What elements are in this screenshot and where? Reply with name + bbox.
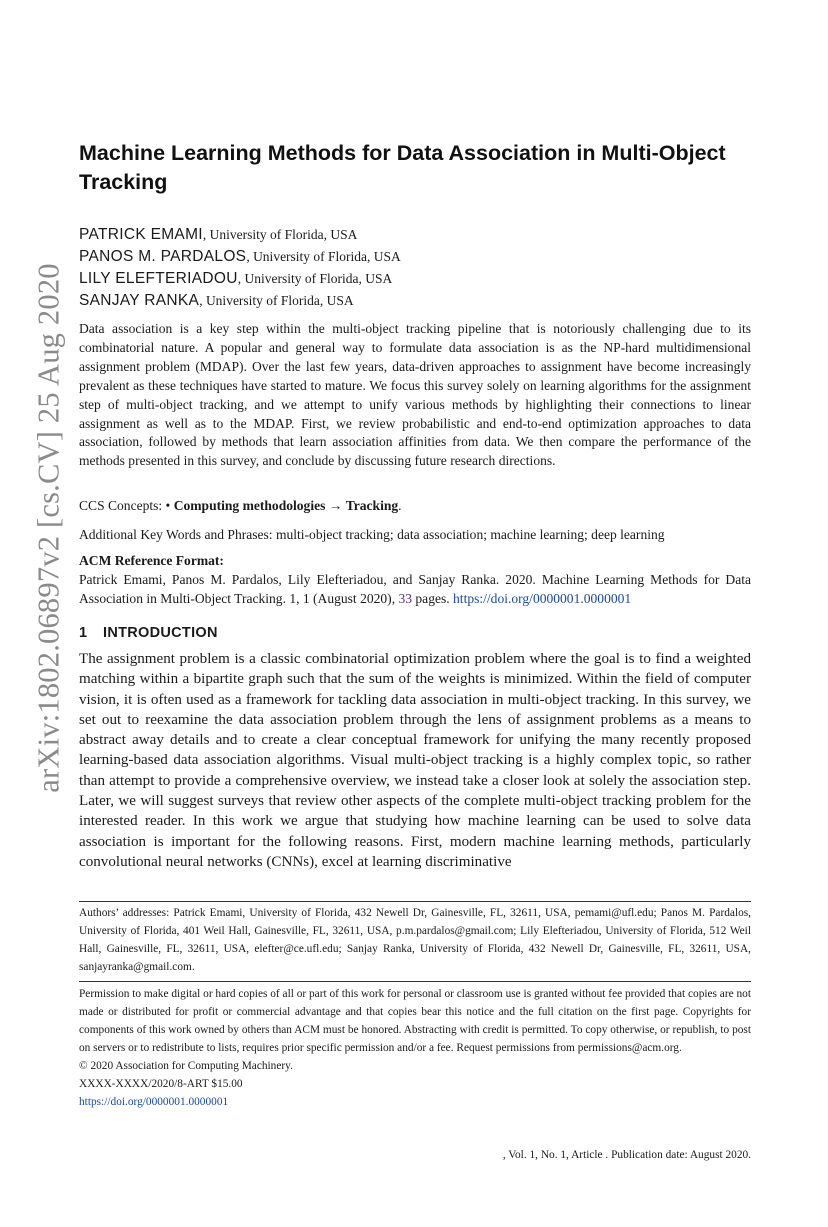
page-footer: , Vol. 1, No. 1, Article . Publication date: August 2020. [502, 1149, 751, 1161]
ccs-end: . [398, 498, 402, 513]
author-entry [79, 247, 751, 269]
ccs-concepts [79, 497, 402, 515]
author-name: PANOS M. PARDALOS [79, 248, 247, 265]
author-name: LILY ELEFTERIADOU [79, 270, 238, 287]
keywords: Additional Key Words and Phrases: multi-object tracking; data association; machine learning; deep learning [79, 527, 665, 542]
section-heading [79, 624, 218, 642]
footer-doi-link[interactable]: https://doi.org/0000001.0000001 [79, 1096, 229, 1108]
introduction-paragraph: The assignment problem is a classic combinatorial optimization problem where the goal is to find a weighted matching within a bipartite graph such that the sum of the weights is minimized. Within the field of computer vision, it is often used as a framework for tackling data association in multi-object tracking. In this survey, we set out to reexamine the data association problem through the lens of assignment problems as a means to abstract away details and to create a clear conceptual framework for unifying the many recently proposed learning-based data association algorithms. Visual multi-object tracking is a highly complex topic, so rather than attempt to provide a comprehensive overview, we instead take a closer look at solely the association step. Later, we will suggest surveys that review other aspects of the complete multi-object tracking problem for the interested reader. In this work we argue that studying how machine learning can be used to solve data association is important for the following reasons. First, modern machine learning methods, particularly convolutional neural networks (CNNs), excel at learning discriminative [79, 651, 751, 870]
author-list [79, 225, 751, 313]
section-number: 1 [79, 625, 88, 641]
ccs-concept: Computing methodologies [173, 498, 326, 513]
authors-addresses: Authors’ addresses: Patrick Emami, University of Florida, 432 Newell Dr, Gainesville, FL, 32611, USA, pemami@ufl.edu; Panos M. Pardalos, University of Florida, 401 Weil Hall, Gainesville, FL, 32611, USA, p.m.pardalos@gmail.com; Lily Elefteriadou, University of Florida, 512 Weil Hall, Gainesville, FL, 32611, USA, elefter@ce.ufl.edu; Sanjay Ranka, University of Florida, 432 Newell Dr, Gainesville, FL, 32611, USA, sanjayranka@gmail.com. [79, 907, 751, 973]
author-entry [79, 225, 751, 247]
ccs-sub-concept: Tracking [345, 498, 399, 513]
issn-line: XXXX-XXXX/2020/8-ART $15.00 [79, 1078, 243, 1090]
author-affiliation: , University of Florida, USA [199, 293, 354, 308]
doi-link[interactable]: https://doi.org/0000001.0000001 [453, 591, 632, 606]
page-count-link[interactable]: 33 [398, 591, 413, 606]
paper-title: Machine Learning Methods for Data Association in Multi-Object Tracking [79, 141, 726, 194]
ccs-label: CCS Concepts: • [79, 498, 174, 513]
acm-reference [79, 570, 751, 608]
author-name: PATRICK EMAMI [79, 226, 203, 243]
author-entry [79, 269, 751, 291]
arxiv-identifier: arXiv:1802.06897v2 [cs.CV] 25 Aug 2020 [31, 263, 66, 793]
abstract: Data association is a key step within the multi-object tracking pipeline that is notoriously challenging due to its combinatorial nature. A popular and general way to formulate data association is as the NP-hard multidimensional assignment problem (MDAP). Over the last few years, data-driven approaches to assignment have become increasingly prevalent as these techniques have started to mature. We focus this survey solely on learning algorithms for the assignment step of multi-object tracking, and we attempt to unify various methods by highlighting their connections to linear assignment as well as to the MDAP. First, we review probabilistic and end-to-end optimization approaches to data association, followed by methods that learn association affinities from data. We then compare the performance of the methods presented in this survey, and conclude by discussing future research directions. [79, 321, 751, 469]
ccs-arrow: → [325, 498, 346, 513]
footnote-divider [79, 901, 751, 902]
author-affiliation: , University of Florida, USA [246, 249, 401, 264]
permission-notice: Permission to make digital or hard copies of all or part of this work for personal or classroom use is granted without fee provided that copies are not made or distributed for profit or commercial advantage and that copies bear this notice and the full citation on the first page. Copyrights for components of this work owned by others than ACM must be honored. Abstracting with credit is permitted. To copy otherwise, or republish, to post on servers or to redistribute to lists, requires prior specific permission and/or a fee. Request permissions from permissions@acm.org. [79, 988, 751, 1054]
author-affiliation: , University of Florida, USA [237, 271, 393, 286]
author-entry [79, 291, 751, 313]
arxiv-sidebar [0, 0, 70, 1227]
section-title: INTRODUCTION [103, 625, 218, 641]
acm-reference-heading: ACM Reference Format: [79, 553, 224, 568]
author-affiliation: , University of Florida, USA [202, 227, 358, 242]
author-name: SANJAY RANKA [79, 292, 200, 309]
page-count-suffix: pages. [412, 591, 454, 606]
permission-block [79, 985, 751, 1111]
acm-reference-text: Patrick Emami, Panos M. Pardalos, Lily Elefteriadou, and Sanjay Ranka. 2020. Machine Learning Methods for Data Association in Multi-Object Tracking. 1, 1 (August 2020), [79, 572, 751, 606]
permission-divider [79, 981, 751, 982]
copyright-line: © 2020 Association for Computing Machinery. [79, 1060, 293, 1072]
